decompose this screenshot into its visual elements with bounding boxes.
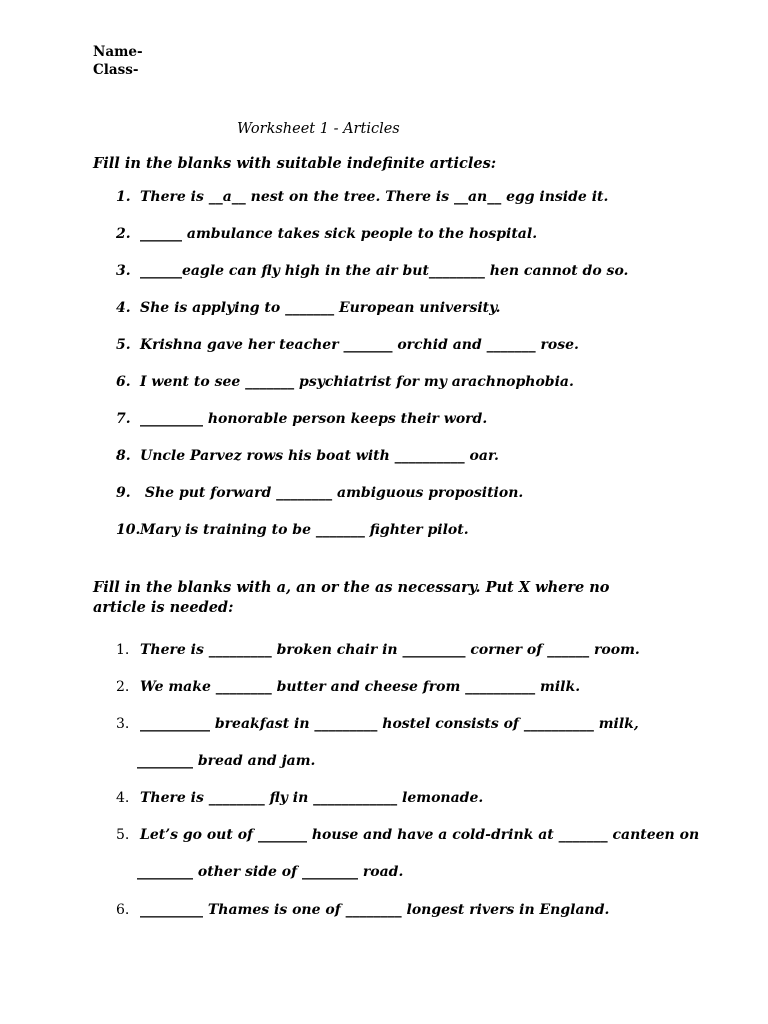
section1-question xyxy=(116,374,574,390)
question-text: Mary is training to be _______ fighter pilot. xyxy=(140,522,469,538)
question-number: 1. xyxy=(116,189,131,205)
question-number: 6. xyxy=(116,902,130,918)
section2-question xyxy=(116,716,639,732)
question-text: There is _________ broken chair in _________ corner of ______ room. xyxy=(140,642,640,658)
question-text: There is __a__ nest on the tree. There is __an__ egg inside it. xyxy=(140,189,609,205)
question-text: Krishna gave her teacher _______ orchid and _______ rose. xyxy=(140,337,579,353)
question-number: 1. xyxy=(116,642,130,658)
question-number: 5. xyxy=(116,827,130,843)
section1-question xyxy=(116,337,579,353)
question-text: _________ Thames is one of ________ longest rivers in England. xyxy=(140,902,610,918)
question-text: There is ________ fly in ____________ lemonade. xyxy=(140,790,484,806)
section2-question xyxy=(116,827,699,843)
question-number: 9. xyxy=(116,485,131,501)
question-number: 3. xyxy=(116,716,130,732)
worksheet-title: Worksheet 1 - Articles xyxy=(237,121,400,137)
section1-question xyxy=(116,263,628,279)
section2-question xyxy=(116,679,580,695)
question-text: ______eagle can fly high in the air but________ hen cannot do so. xyxy=(140,263,629,279)
question-number: 2. xyxy=(116,679,130,695)
question-text: Let’s go out of _______ house and have a cold-drink at _______ canteen on xyxy=(140,827,700,843)
question-text: _________ honorable person keeps their word. xyxy=(140,411,488,427)
question-text: __________ breakfast in _________ hostel consists of __________ milk, xyxy=(140,716,639,732)
section1-question xyxy=(116,226,537,242)
section1-question xyxy=(116,448,499,464)
section2-question xyxy=(116,790,483,806)
question-number: 6. xyxy=(116,374,131,390)
question-text: We make ________ butter and cheese from __________ milk. xyxy=(140,679,581,695)
question-number: 4. xyxy=(116,790,130,806)
section1-instruction: Fill in the blanks with suitable indefinite articles: xyxy=(93,155,497,172)
question-text: She is applying to _______ European university. xyxy=(140,300,501,316)
class-label: Class- xyxy=(93,62,139,78)
question-number: 4. xyxy=(116,300,131,316)
question-number: 2. xyxy=(116,226,131,242)
question-text: I went to see _______ psychiatrist for my arachnophobia. xyxy=(140,374,574,390)
question-number: 10. xyxy=(116,522,141,538)
section2-question xyxy=(116,902,609,918)
question-continuation: ________ bread and jam. xyxy=(137,753,316,769)
question-number: 7. xyxy=(116,411,131,427)
section2-instruction: Fill in the blanks with a, an or the as necessary. Put X where no article is needed: xyxy=(93,579,610,616)
question-number: 5. xyxy=(116,337,131,353)
question-text: ______ ambulance takes sick people to the hospital. xyxy=(140,226,538,242)
section2-question xyxy=(116,642,640,658)
section1-question xyxy=(116,411,487,427)
section1-question xyxy=(116,485,523,501)
question-text: Uncle Parvez rows his boat with __________ oar. xyxy=(140,448,499,464)
name-label: Name- xyxy=(93,44,143,60)
section1-question xyxy=(116,522,469,538)
question-text: She put forward ________ ambiguous proposition. xyxy=(140,485,524,501)
question-number: 8. xyxy=(116,448,131,464)
question-number: 3. xyxy=(116,263,131,279)
section1-question xyxy=(116,300,501,316)
section1-question xyxy=(116,189,608,205)
question-continuation: ________ other side of ________ road. xyxy=(137,864,404,880)
